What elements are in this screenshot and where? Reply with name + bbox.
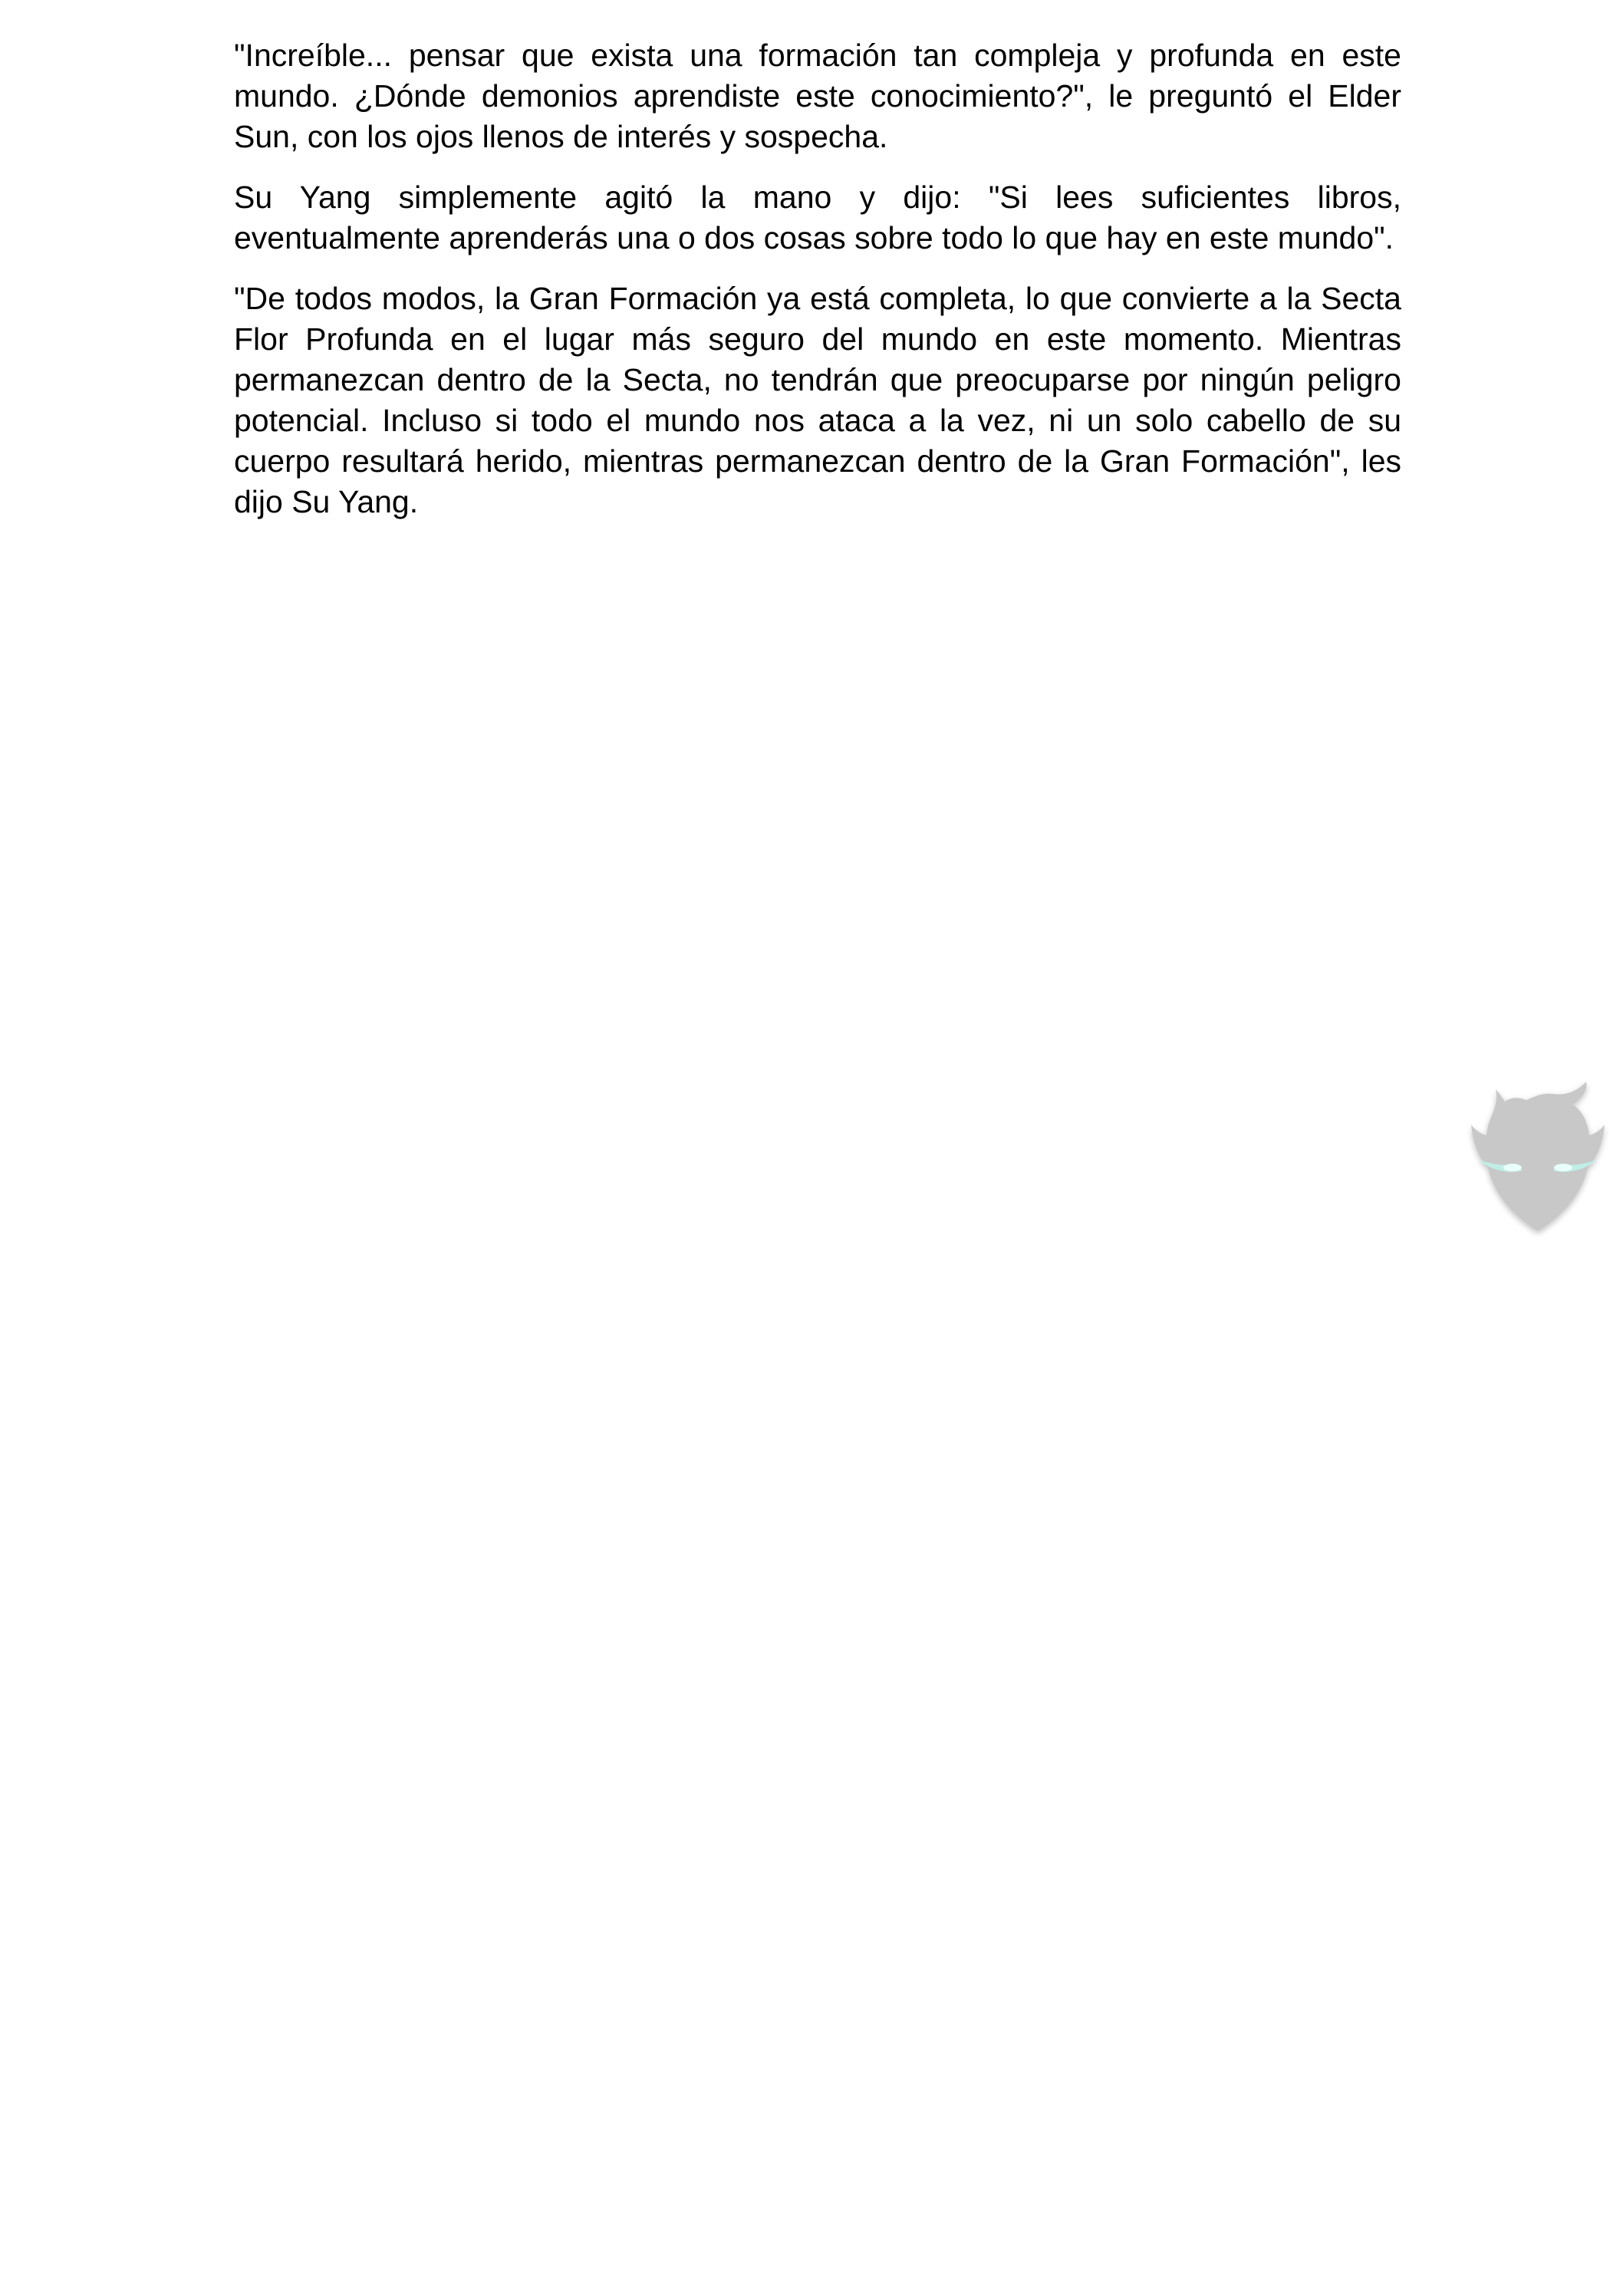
paragraph-2: Su Yang simplemente agitó la mano y dijo: "Si lees suficientes libros, eventualmente aprenderás una o dos cosas sobre todo lo que hay en este mundo". <box>234 180 1401 255</box>
paragraph-3: "De todos modos, la Gran Formación ya está completa, lo que convierte a la Secta Flor Profunda en el lugar más seguro del mundo en este momento. Mientras permanezcan dentro de la Secta, no tendrán que preocuparse por ningún peligro potencial. Incluso si todo el mundo nos ataca a la vez, ni un solo cabello de su cuerpo resultará herido, mientras permanezcan dentro de la Gran Formación", les dijo Su Yang. <box>234 281 1401 519</box>
demon-head-watermark-icon <box>1465 1074 1611 1250</box>
paragraph-1: "Increíble... pensar que exista una formación tan compleja y profunda en este mundo. ¿Dónde demonios aprendiste este conocimiento?", le preguntó el Elder Sun, con los ojos llenos de interés y sospecha. <box>234 38 1401 154</box>
document-body <box>234 35 1401 542</box>
